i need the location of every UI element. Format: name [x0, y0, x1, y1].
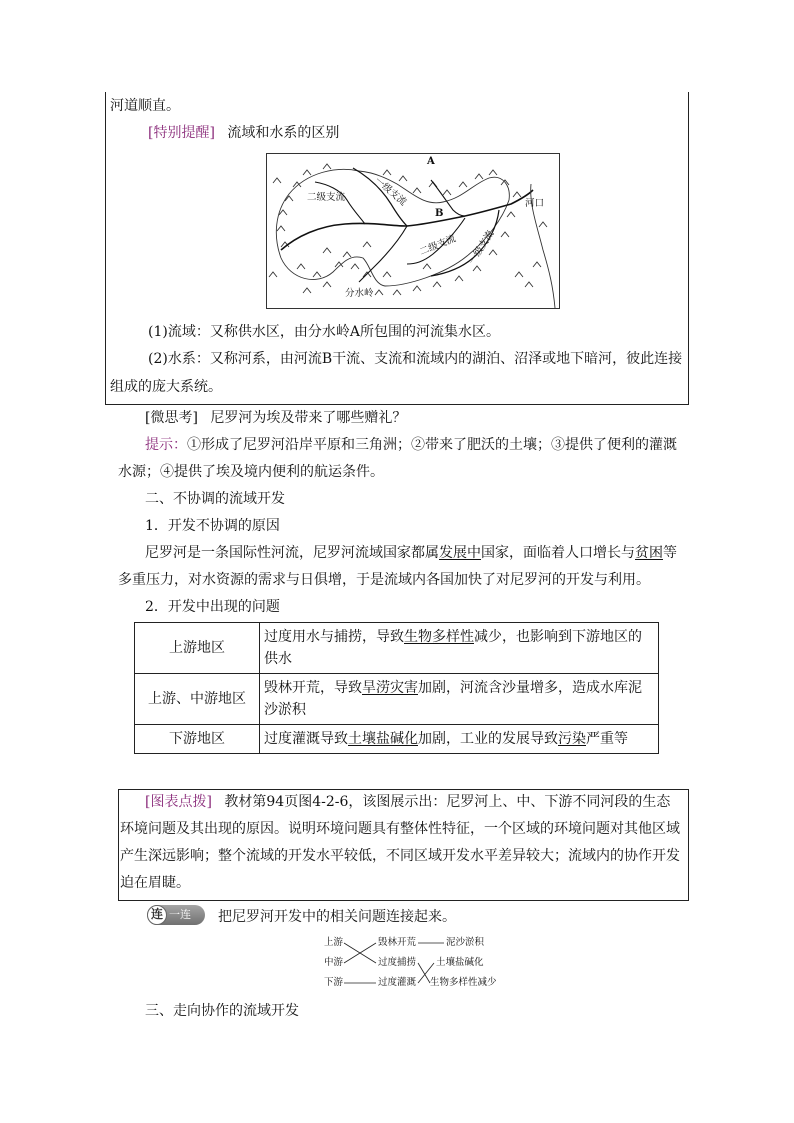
drainage-basin-map	[266, 153, 560, 309]
connect-mid-2: 过度捕捞	[378, 957, 417, 968]
table-row	[135, 674, 659, 725]
map-label-secondary-right: 二级支流	[418, 233, 458, 258]
connect-instruction: 把尼罗河开发中的相关问题连接起来。	[218, 909, 456, 925]
connect-diagram	[318, 934, 508, 992]
section2-sub1: 1．开发不协调的原因	[145, 518, 280, 534]
map-label-primary-top: 一级支流	[372, 175, 409, 209]
system-definition-line2: 组成的庞大系统。	[110, 379, 222, 395]
map-label-river-mouth: 河口	[525, 198, 545, 209]
chart-tip-line4: 迫在眉睫。	[120, 875, 190, 891]
connect-left-2: 中游	[324, 957, 344, 968]
table-problem-cell: 毁林开荒，导致旱涝灾害加剧，河流含沙量增多，造成水库泥沙淤积	[260, 674, 659, 725]
micro-think-answer-line1	[145, 435, 677, 455]
map-label-b: B	[435, 208, 444, 219]
connect-lines	[318, 934, 508, 992]
section2-heading: 二、不协调的流域开发	[145, 491, 285, 507]
map-drawing	[267, 154, 559, 308]
section2-para-line2: 多重压力，对水资源的需求与日俱增，于是流域内各国加快了对尼罗河的开发与利用。	[118, 572, 650, 588]
table-region-cell: 上游、中游地区	[135, 674, 260, 725]
hint-label: 提示：	[145, 437, 187, 453]
connect-left-3: 下游	[324, 977, 344, 988]
table-row	[135, 725, 659, 754]
table-row	[135, 623, 659, 674]
map-label-primary-right: 一级支流	[466, 228, 497, 267]
table-problem-cell: 过度用水与捕捞，导致生物多样性减少，也影响到下游地区的供水	[260, 623, 659, 674]
table-problem-cell: 过度灌溉导致土壤盐碱化加剧，工业的发展导致污染严重等	[260, 725, 659, 754]
section3-heading: 三、走向协作的流域开发	[145, 1003, 299, 1019]
connect-right-3: 生物多样性减少	[430, 977, 497, 988]
special-tip-title: 流域和水系的区别	[227, 125, 340, 141]
special-tip-tag: [特别提醒]	[148, 125, 215, 141]
special-tip-heading	[148, 123, 339, 143]
map-label-secondary-left: 二级支流	[307, 192, 346, 203]
micro-think-answer-line2: 水源；④提供了埃及境内便利的航运条件。	[118, 464, 384, 480]
connect-badge-char: 连	[147, 905, 167, 925]
chart-tip-line1: [图表点拨] 教材第94页图4-2-6，该图展示出：尼罗河上、中、下游不同河段的生态	[145, 794, 671, 810]
mountain-symbols	[269, 164, 547, 295]
hint-answer: ①形成了尼罗河沿岸平原和三角洲；②带来了肥沃的土壤；③提供了便利的灌溉	[187, 437, 677, 453]
connect-mid-3: 过度灌溉	[378, 977, 417, 988]
continuation-text: 河道顺直。	[110, 98, 180, 114]
system-definition-line1: (2)水系：又称河系，由河流B干流、支流和流域内的湖泊、沼泽或地下暗河，彼此连接	[148, 351, 683, 367]
chart-tip-line2: 环境问题及其出现的原因。说明环境问题具有整体性特征，一个区域的环境问题对其他区域	[120, 821, 680, 837]
underlined-term: 旱涝灾害	[362, 680, 418, 696]
map-label-divide: 分水岭	[345, 288, 374, 299]
connect-badge-rest: 一连	[169, 908, 191, 921]
problems-table	[134, 622, 659, 754]
basin-definition: (1)流域：又称供水区，由分水岭A所包围的河流集水区。	[148, 324, 500, 340]
underlined-term: 土壤盐碱化	[348, 731, 418, 747]
connect-right-1: 泥沙淤积	[446, 937, 485, 948]
connect-left-1: 上游	[324, 937, 344, 948]
underlined-term: 生物多样性	[404, 629, 474, 645]
connect-badge	[147, 905, 205, 925]
map-label-a: A	[427, 156, 435, 167]
underlined-term: 污染	[558, 731, 586, 747]
section2-para-line1: 尼罗河是一条国际性河流，尼罗河流域国家都属发展中国家，面临着人口增长与贫困等	[145, 545, 677, 561]
micro-think-tag: [微思考]	[145, 410, 198, 426]
section2-sub2: 2．开发中出现的问题	[145, 599, 280, 615]
underline-developing: 发展中	[439, 545, 481, 561]
chart-tip-line3: 产生深远影响；整个流域的开发水平较低，不同区域开发水平差异较大；流域内的协作开发	[120, 848, 680, 864]
connect-mid-1: 毁林开荒	[378, 937, 417, 948]
chart-tip-tag: [图表点拨]	[145, 794, 212, 810]
connect-right-2: 土壤盐碱化	[436, 957, 484, 968]
table-region-cell: 下游地区	[135, 725, 260, 754]
table-region-cell: 上游地区	[135, 623, 260, 674]
underline-poverty: 贫困	[635, 545, 663, 561]
micro-think-text: 尼罗河为埃及带来了哪些赠礼？	[210, 410, 407, 426]
micro-think-question	[145, 408, 406, 428]
